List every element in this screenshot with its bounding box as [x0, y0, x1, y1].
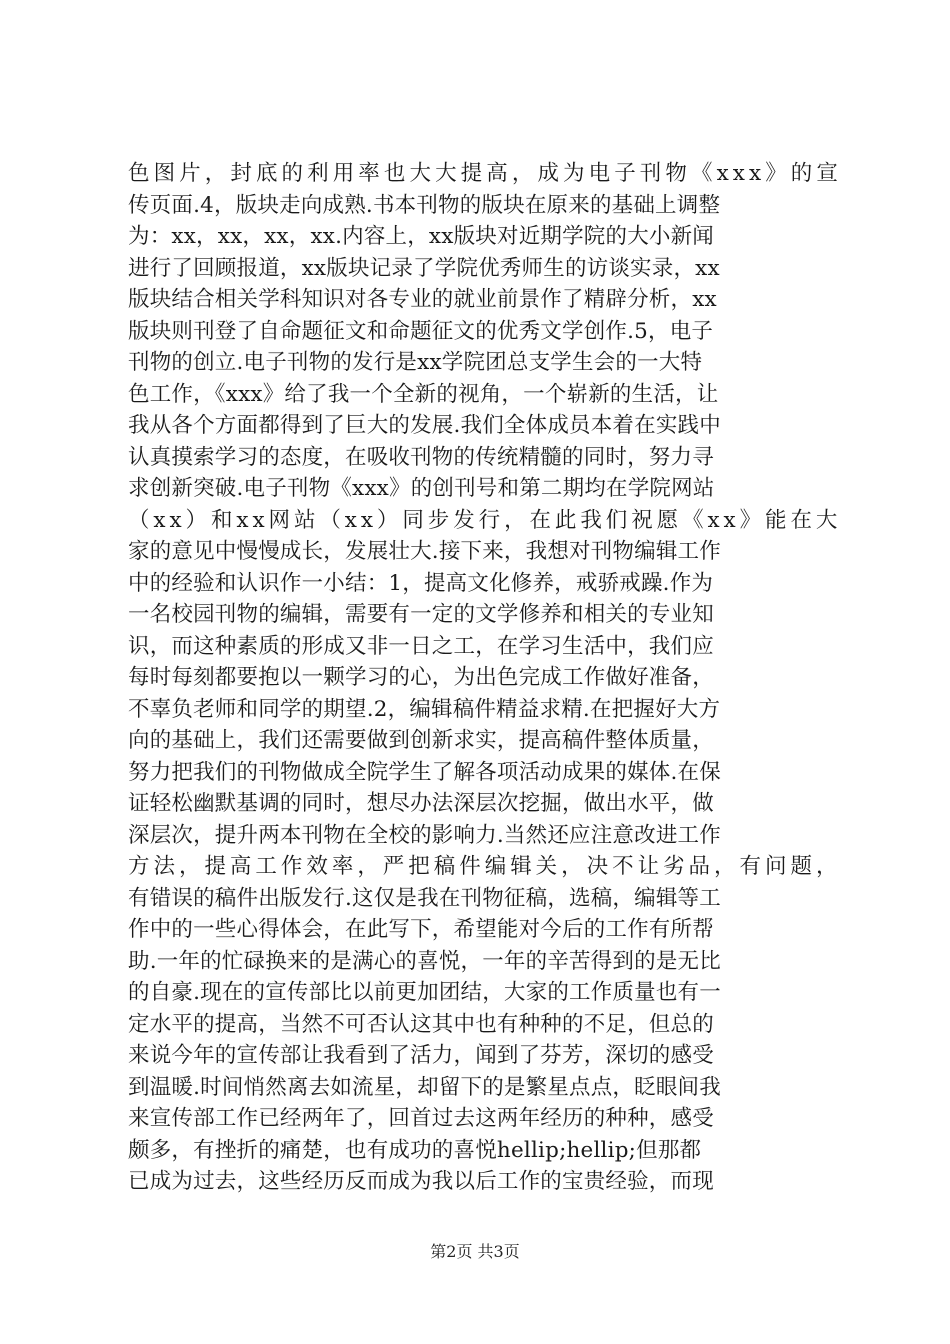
text-line: 色工作，《xxx》给了我一个全新的视角，一个崭新的生活，让 [128, 381, 719, 407]
text-line: 进行了回顾报道，xx版块记录了学院优秀师生的访谈实录，xx [128, 255, 720, 281]
text-line: 传页面.4，版块走向成熟.书本刊物的版块在原来的基础上调整 [128, 192, 721, 218]
text-line: 为：xx，xx，xx，xx.内容上，xx版块对近期学院的大小新闻 [128, 224, 714, 249]
text-line: （xx）和xx网站（xx）同步发行，在此我们祝愿《xx》能在大 [128, 507, 842, 533]
text-line: 方法，提高工作效率，严把稿件编辑关，决不让劣品，有问题， [128, 854, 842, 879]
text-line: 助.一年的忙碌换来的是满心的喜悦，一年的辛苦得到的是无比 [128, 948, 721, 974]
text-line: 一名校园刊物的编辑，需要有一定的文学修养和相关的专业知 [128, 602, 714, 627]
text-line: 努力把我们的刊物做成全院学生了解各项活动成果的媒体.在保 [128, 759, 721, 785]
text-line: 家的意见中慢慢成长，发展壮大.接下来，我想对刊物编辑工作 [128, 539, 721, 564]
text-line: 认真摸索学习的态度，在吸收刊物的传统精髓的同时，努力寻 [128, 444, 714, 470]
text-line: 刊物的创立.电子刊物的发行是xx学院团总支学生会的一大特 [128, 350, 703, 375]
text-line: 定水平的提高，当然不可否认这其中也有种种的不足，但总的 [128, 1011, 714, 1037]
text-line: 识，而这种素质的形成又非一日之工，在学习生活中，我们应 [128, 633, 714, 659]
text-line: 证轻松幽默基调的同时，想尽办法深层次挖掘，做出水平，做 [128, 791, 714, 816]
text-line: 版块则刊登了自命题征文和命题征文的优秀文学创作.5，电子 [128, 318, 714, 344]
text-line: 的自豪.现在的宣传部比以前更加团结，大家的工作质量也有一 [128, 980, 721, 1005]
text-line: 我从各个方面都得到了巨大的发展.我们全体成员本着在实践中 [128, 413, 721, 438]
text-line: 色图片，封底的利用率也大大提高，成为电子刊物《xxx》的宣 [128, 161, 842, 186]
page-footer: 第2页 共3页 [430, 1242, 520, 1261]
text-line: 中的经验和认识作一小结：1，提高文化修养，戒骄戒躁.作为 [128, 570, 714, 596]
text-line: 颇多，有挫折的痛楚，也有成功的喜悦hellip;hellip;但那都 [128, 1137, 702, 1163]
text-line: 来说今年的宣传部让我看到了活力，闻到了芬芳，深切的感受 [128, 1043, 714, 1068]
text-line: 到温暖.时间悄然离去如流星，却留下的是繁星点点，眨眼间我 [128, 1074, 721, 1100]
text-line: 深层次，提升两本刊物在全校的影响力.当然还应注意改进工作 [128, 822, 721, 848]
text-line: 版块结合相关学科知识对各专业的就业前景作了精辟分析，xx [128, 287, 717, 312]
text-line: 向的基础上，我们还需要做到创新求实，提高稿件整体质量， [128, 728, 714, 753]
text-line: 有错误的稿件出版发行.这仅是我在刊物征稿，选稿，编辑等工 [128, 885, 721, 911]
text-line: 求创新突破.电子刊物《xxx》的创刊号和第二期均在学院网站 [128, 476, 715, 501]
text-line: 已成为过去，这些经历反而成为我以后工作的宝贵经验，而现 [128, 1169, 714, 1194]
text-line: 不辜负老师和同学的期望.2，编辑稿件精益求精.在把握好大方 [128, 696, 721, 722]
body-text [128, 158, 842, 1198]
text-line: 每时每刻都要抱以一颗学习的心，为出色完成工作做好准备， [128, 665, 714, 690]
text-line: 来宣传部工作已经两年了，回首过去这两年经历的种种，感受 [128, 1106, 714, 1131]
text-line: 作中的一些心得体会，在此写下，希望能对今后的工作有所帮 [128, 917, 714, 942]
